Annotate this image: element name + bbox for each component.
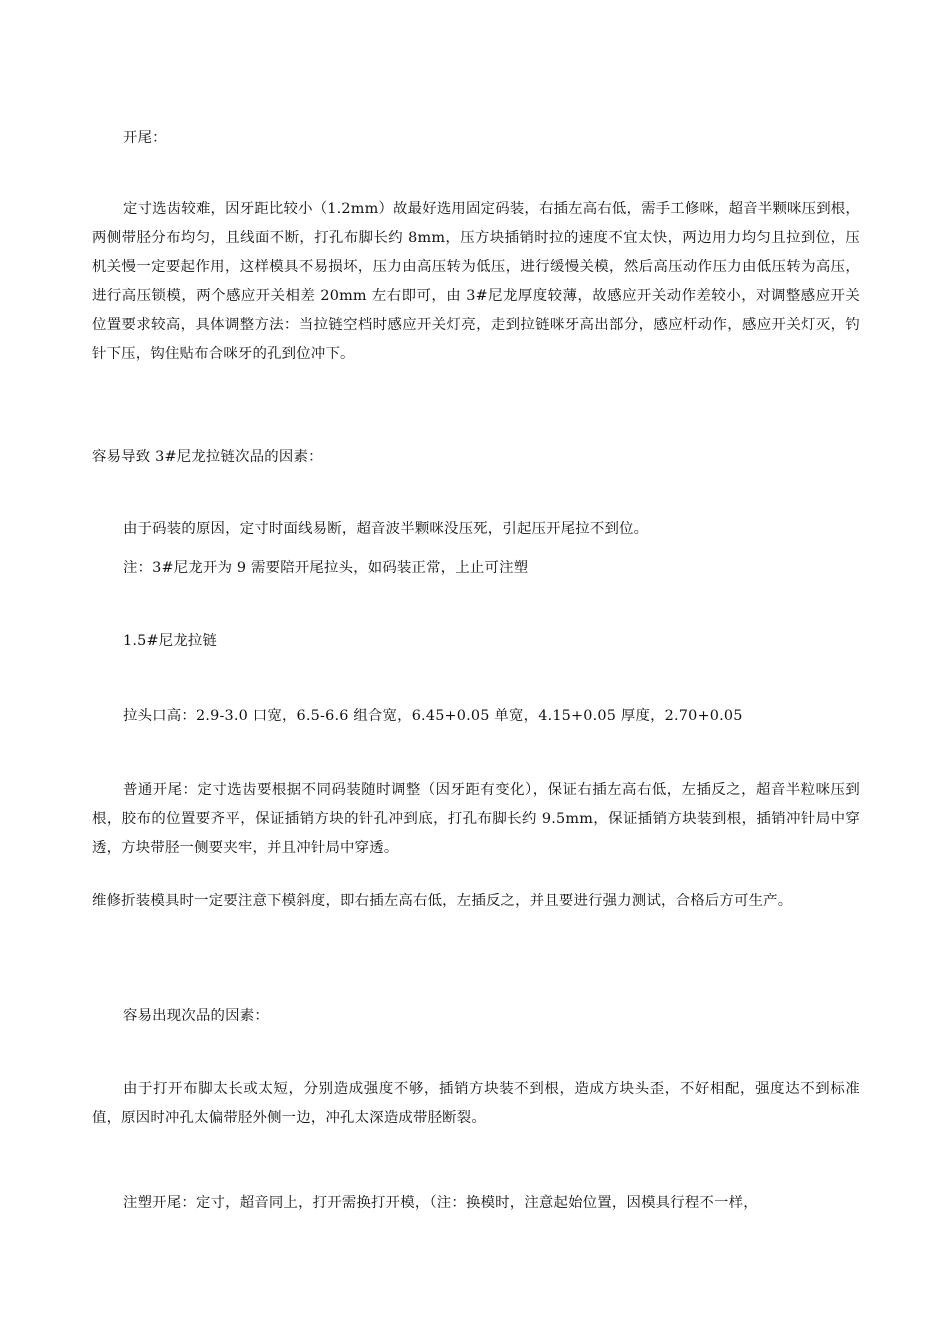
paragraph-slider-spec: 拉头口高：2.9-3.0 口宽，6.5-6.6 组合宽，6.45+0.05 单宽，4.15+0.05 厚度，2.70+0.05 bbox=[123, 708, 743, 724]
heading-kaiwei: 开尾： bbox=[123, 130, 167, 146]
paragraph-cause-3: 由于码装的原因，定寸时面线易断，超音波半颗咪没压死，引起压开尾拉不到位。 bbox=[123, 521, 649, 537]
paragraph-zhusu: 注塑开尾：定寸，超音同上，打开需换打开模，（注：换模时，注意起始位置，因模具行程不一样， bbox=[123, 1195, 758, 1211]
heading-factors: 容易出现次品的因素： bbox=[123, 1008, 269, 1024]
heading-factors-3: 容易导致 3#尼龙拉链次品的因素： bbox=[92, 449, 323, 465]
paragraph-dingcun: 定寸选齿较难，因牙距比较小（1.2mm）故最好选用固定码装，右插左高右低，需手工修咪，超音半颗咪压到根，两侧带胫分布均匀，且线面不断，打孔布脚长约 8mm，压方块插销时拉的速度不宜太快，两边用力均匀且拉到位，压机关慢一定要起作用，这样模具不易损坏，压力由高压转为低压，进行缓慢关模，然后高压动作压力由低压转为高压，进行高压锁模，两个感应开关相差 20mm 左右即可，由 3#尼龙厚度较薄，故感应开关动作差较小，对调整感应开关位置要求较高，具体调整方法：当拉链空档时感应开关灯亮，走到拉链咪牙高出部分，感应杆动作，感应开关灯灭，钓针下压，钩住贴布合咪牙的孔到位冲下。 bbox=[92, 201, 860, 362]
paragraph-putong: 普通开尾：定寸选齿要根据不同码装随时调整（因牙距有变化），保证右插左高右低，左插反之，超音半粒咪压到根，胶布的位置要齐平，保证插销方块的针孔冲到底，打孔布脚长约 9.5mm，保证插销方块装到根，插销冲针局中穿透，方块带胫一侧要夹牢，并且冲针局中穿透。 bbox=[92, 782, 860, 856]
paragraph-cause: 由于打开布脚太长或太短，分别造成强度不够，插销方块装不到根，造成方块头歪，不好相配，强度达不到标准值，原因时冲孔太偏带胫外侧一边，冲孔太深造成带胫断裂。 bbox=[92, 1081, 860, 1126]
heading-1-5-nylon: 1.5#尼龙拉链 bbox=[123, 633, 218, 649]
paragraph-weixiu: 维修折装模具时一定要注意下模斜度，即右插左高右低，左插反之，并且要进行强力测试，合格后方可生产。 bbox=[92, 893, 793, 909]
paragraph-note-3: 注：3#尼龙开为 9 需要陪开尾拉头，如码装正常，上止可注塑 bbox=[123, 560, 529, 576]
